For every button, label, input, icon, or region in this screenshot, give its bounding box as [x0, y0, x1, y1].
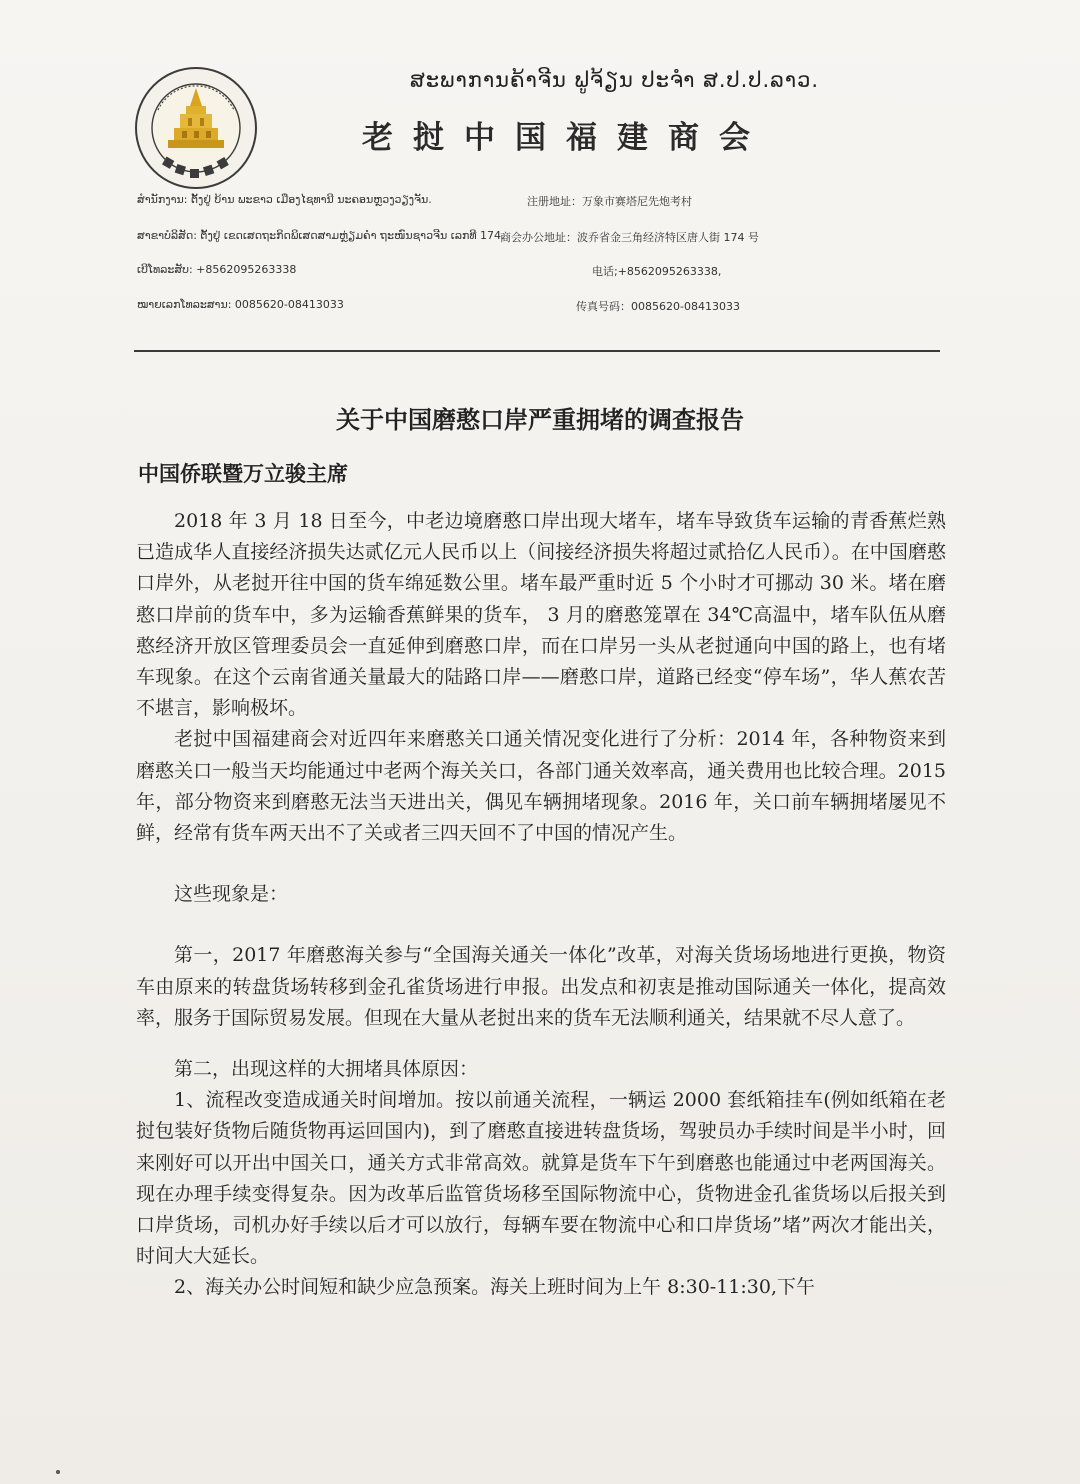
- phone-cn: 电话;+8562095263338,: [592, 265, 722, 278]
- paragraph-6: 1、流程改变造成通关时间增加。按以前通关流程，一辆运 2000 套纸箱挂车(例如纸箱在老挝包装好货物后随货物再运回国内)，到了磨憨直接进转盘货场，驾驶员办手续时间是半小时，回来刚好可以开出中国关口，通关方式非常高效。就算是货车下午到磨憨也能通过中老两国海关。现在办理手续变得复杂。因为改革后监管货场移至国际物流中心，货物进金孔雀货场以后报关到口岸货场，司机办好手续以后才可以放行，每辆车要在物流中心和口岸货场”堵”两次才能出关，时间大大延长。: [136, 1089, 946, 1268]
- scan-dot: [56, 1470, 60, 1474]
- paragraph-4: 第一，2017 年磨憨海关参与“全国海关通关一体化”改革，对海关货场场地进行更换，物资车由原来的转盘货场转移到金孔雀货场进行申报。出发点和初衷是推动国际通关一体化，提高效率，服务于国际贸易发展。但现在大量从老挝出来的货车无法顺利通关，结果就不尽人意了。: [136, 944, 946, 1029]
- paragraph-5: 第二，出现这样的大拥堵具体原因：: [174, 1058, 479, 1081]
- org-name-lao: ສະພາການຄ້າຈີນ ຟູຈ້ຽນ ປະຈຳ ສ.ປ.ປ.ລາວ.: [410, 68, 820, 92]
- branch-address-lao: ສາຂາບໍລິສັດ: ຕັ້ງຢູ່ ເຂດເສດຖະກິດພິເສດສາມຫຼ່ຽມຄຳ ຖະໜົນຊາວຈີນ ເລກທີ 174.: [137, 229, 505, 242]
- paragraph-3: 这些现象是：: [174, 883, 289, 906]
- office-address-cn: 商会办公地址：波乔省金三角经济特区唐人街 174 号: [500, 231, 759, 244]
- paragraph-2: 老挝中国福建商会对近四年来磨憨关口通关情况变化进行了分析：2014 年，各种物资来到磨憨关口一般当天均能通过中老两个海关关口，各部门通关效率高，通关费用也比较合理。2015 年，部分物资来到磨憨无法当天进出关，偶见车辆拥堵现象。2016 年，关口前车辆拥堵屡见不鲜，经常有货车两天出不了关或者三四天回不了中国的情况产生。: [136, 728, 946, 845]
- chamber-logo-seal: [134, 66, 258, 190]
- org-name-chinese: 老挝中国福建商会: [362, 120, 770, 156]
- paragraph-1: 2018 年 3 月 18 日至今，中老边境磨憨口岸出现大堵车，堵车导致货车运输的青香蕉烂熟已造成华人直接经济损失达贰亿元人民币以上（间接经济损失将超过贰拾亿人民币）。在中国磨憨口岸外，从老挝开往中国的货车绵延数公里。堵车最严重时近 5 个小时才可挪动 30 米。堵在磨憨口岸前的货车中，多为运输香蕉鲜果的货车， 3 月的磨憨笼罩在 34℃高温中，堵车队伍从磨憨经济开放区管理委员会一直延伸到磨憨口岸，而在口岸另一头从老挝通向中国的路上，也有堵车现象。在这个云南省通关量最大的陆路口岸——磨憨口岸，道路已经变“停车场”，华人蕉农苦不堪言，影响极坏。: [136, 510, 946, 720]
- office-address-lao: ສຳນັກງານ: ຕັ້ງຢູ່ ບ້ານ ພະຂາວ ເມືອງໄຊທານີ ນະຄອນຫຼວງວຽງຈັນ.: [137, 193, 432, 206]
- phone-lao: ເບີໂທລະສັບ: +8562095263338: [137, 263, 297, 276]
- paragraph-7: 2、海关办公时间短和缺少应急预案。海关上班时间为上午 8:30-11:30,下午: [174, 1276, 816, 1299]
- fax-lao: ໝາຍເລກໂທລະສານ: 0085620-08413033: [137, 298, 344, 311]
- salutation: 中国侨联暨万立骏主席: [138, 462, 348, 486]
- report-title: 关于中国磨憨口岸严重拥堵的调查报告: [336, 406, 744, 434]
- registered-address-cn: 注册地址：万象市赛塔尼先炮考村: [527, 195, 692, 208]
- fax-cn: 传真号码：0085620-08413033: [576, 300, 740, 313]
- header-divider: [134, 350, 940, 352]
- report-body: [136, 506, 946, 1304]
